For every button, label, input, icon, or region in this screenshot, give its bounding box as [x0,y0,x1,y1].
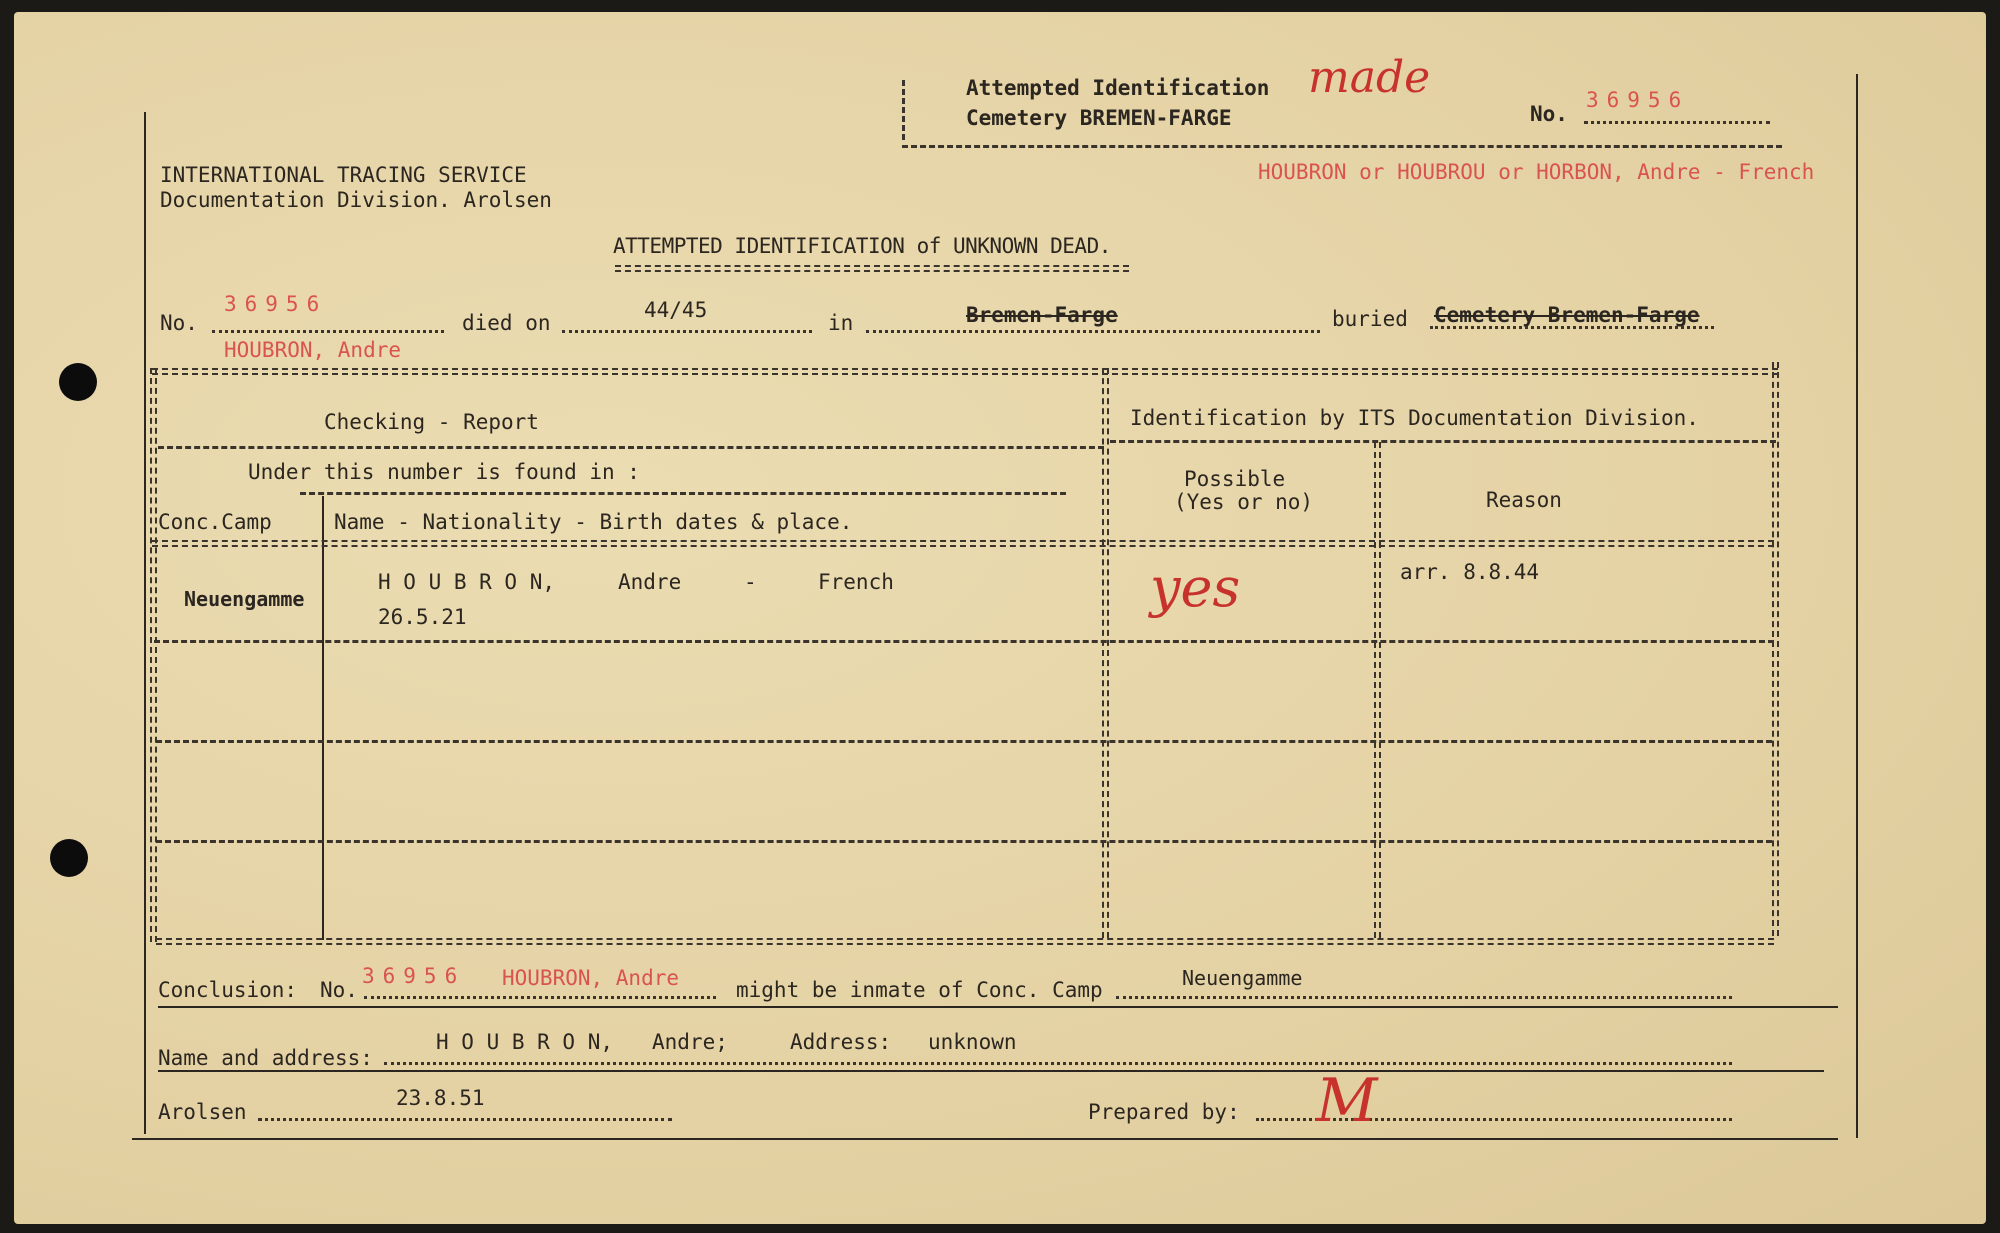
conc-camp-column-header: Conc.Camp [158,510,272,534]
frame-right-line [1856,74,1858,1138]
under-number-header: Under this number is found in : [248,460,640,484]
table-row1-bottom [154,640,1774,643]
conclusion-text: might be inmate of Conc. Camp [736,978,1103,1002]
table-row2-bottom [156,740,1772,743]
table-subheader-divider [300,492,1066,495]
table-header-divider-left [158,446,1104,449]
conclusion-label: Conclusion: [158,978,298,1002]
table-left-border [150,368,157,942]
title-underline [615,265,1129,272]
conclusion-no-value: 36956 [362,964,466,988]
org-division: Documentation Division. Arolsen [160,188,552,212]
in-dotted [866,330,1320,333]
table-row3-bottom [156,840,1772,843]
conclusion-camp-dotted [1116,996,1732,999]
header-no-label: No. [1530,102,1568,126]
alternate-names: HOUBRON or HOUBROU or HORBON, Andre - French [1258,160,1815,184]
table-columns-divider [152,540,1774,547]
frame-left-line [144,112,146,1134]
name-address-underline [158,1070,1824,1072]
burial-place-value: Cemetery Bremen-Farge [1434,303,1700,327]
buried-dotted [1430,326,1714,329]
footer-date-dotted [258,1118,672,1121]
prepared-by-label: Prepared by: [1088,1100,1240,1124]
death-place-value: Bremen-Farge [966,303,1118,327]
header-box-left-border [902,80,905,140]
row1-firstname: Andre [618,570,682,594]
punch-hole-bottom [50,839,88,877]
conclusion-no-dotted [364,996,716,999]
table-bottom-border [156,938,1774,945]
name-column-header: Name - Nationality - Birth dates & place. [334,510,853,534]
table-right-border [1772,362,1779,936]
in-label: in [828,311,854,335]
punch-hole-top [59,363,97,401]
table-top-border [152,368,1778,375]
document-title: ATTEMPTED IDENTIFICATION of UNKNOWN DEAD. [613,234,1111,258]
possible-column-header: Possible [1184,467,1286,491]
identification-header: Identification by ITS Documentation Division. [1130,406,1699,430]
conclusion-no-label: No. [320,978,358,1002]
header-no-dotted-line [1584,121,1770,124]
checking-report-header: Checking - Report [324,410,539,434]
conclusion-camp-value: Neuengamme [1182,966,1303,990]
address-label: Address: [790,1030,892,1054]
table-header-divider-right [1110,440,1776,443]
name-address-label: Name and address: [158,1046,373,1070]
name-address-dotted [384,1062,1732,1065]
record-no-dotted [212,330,444,333]
frame-bottom-line [132,1138,1838,1140]
table-reason-divider [1374,442,1381,938]
header-handwritten-note: made [1308,52,1431,103]
died-on-dotted [562,330,812,333]
name-address-firstname: Andre; [652,1030,728,1054]
reason-column-header: Reason [1486,488,1562,512]
header-no-value: 36956 [1586,88,1690,112]
table-middle-divider [1102,368,1109,938]
row1-camp: Neuengamme [184,587,305,611]
died-on-value: 44/45 [644,298,708,322]
row1-possible-handwritten: yes [1150,556,1241,619]
conclusion-underline [158,1006,1838,1008]
possible-column-subheader: (Yes or no) [1174,490,1314,514]
footer-place: Arolsen [158,1100,247,1124]
buried-label: buried [1332,307,1408,331]
header-box-bottom-border [902,145,1782,148]
row1-dash: - [744,570,757,594]
prepared-by-initials: M [1316,1066,1378,1136]
died-on-label: died on [462,311,551,335]
org-name: INTERNATIONAL TRACING SERVICE [160,163,527,187]
name-address-surname: H O U B R O N, [436,1030,614,1054]
record-no-label: No. [160,311,198,335]
header-box-title: Attempted Identification [966,76,1270,100]
row1-birth-date: 26.5.21 [378,605,467,629]
record-name-value: HOUBRON, Andre [224,338,402,362]
row1-surname: H O U B R O N, [378,570,556,594]
footer-date: 23.8.51 [396,1086,485,1110]
record-no-value: 36956 [224,292,328,316]
row1-nationality: French [818,570,894,594]
table-camp-divider [322,496,324,940]
row1-reason: arr. 8.8.44 [1400,560,1540,584]
conclusion-name-value: HOUBRON, Andre [502,966,680,990]
header-box-cemetery: Cemetery BREMEN-FARGE [966,106,1232,130]
address-value: unknown [928,1030,1017,1054]
